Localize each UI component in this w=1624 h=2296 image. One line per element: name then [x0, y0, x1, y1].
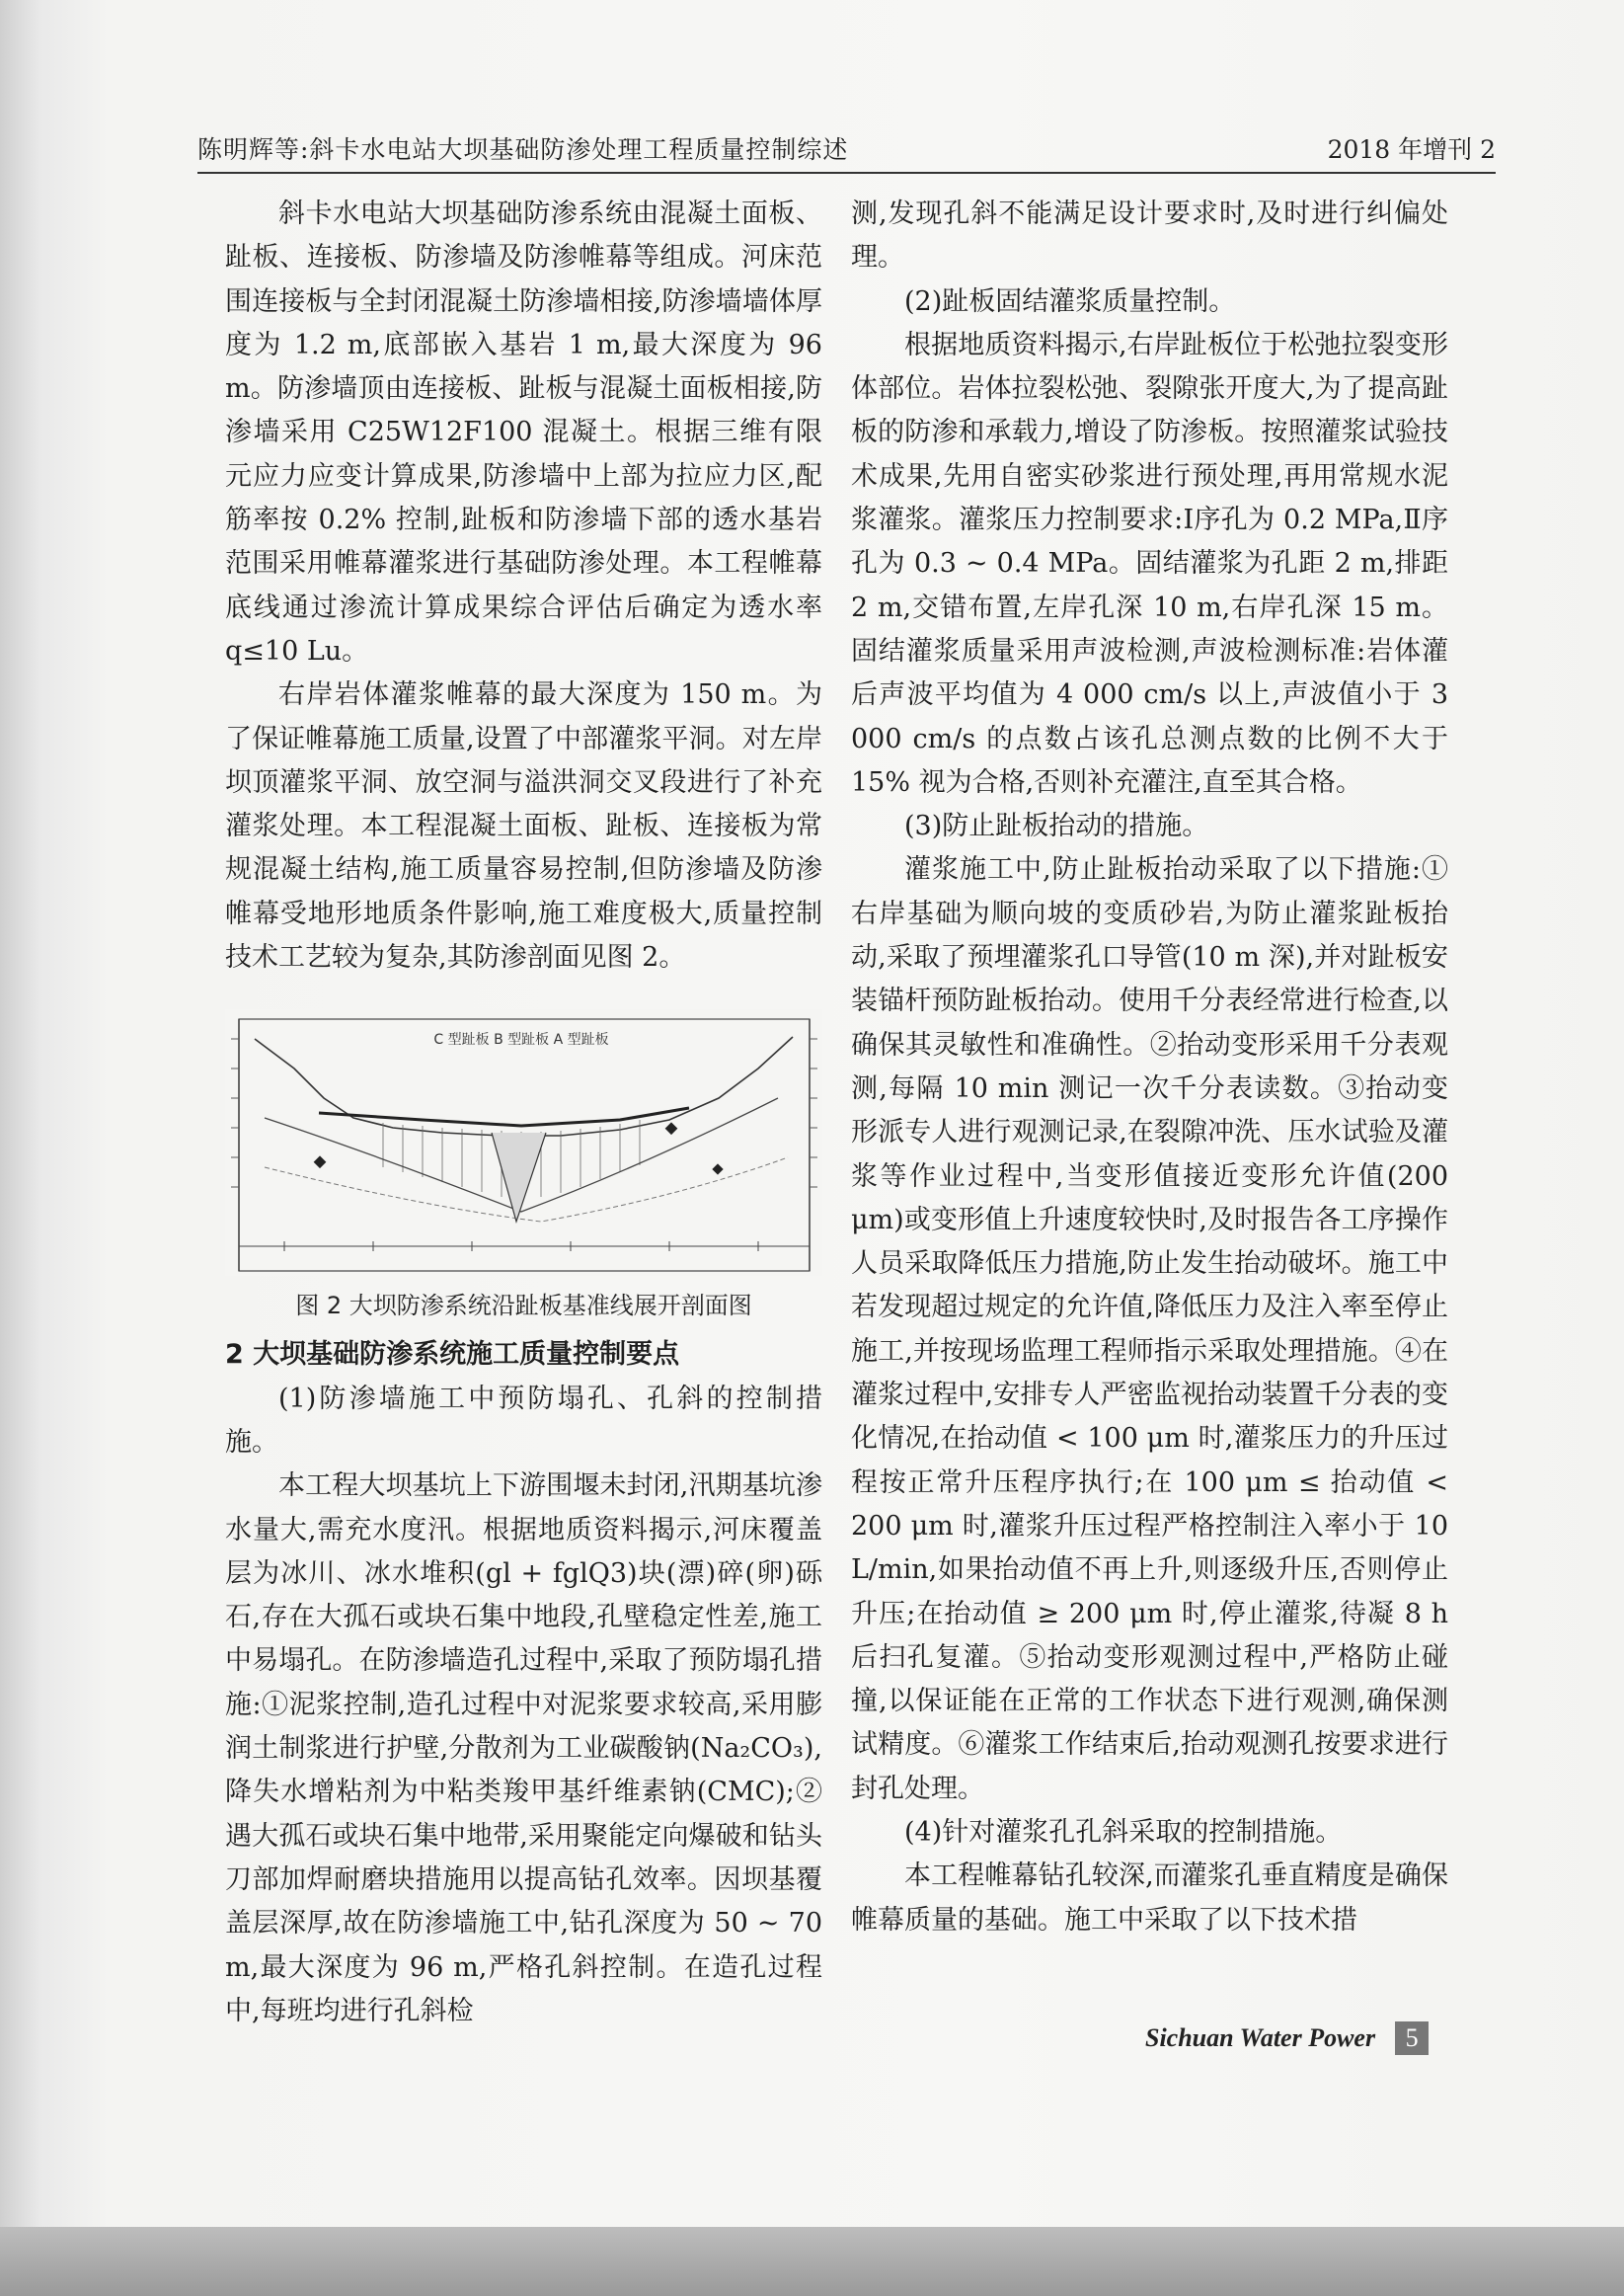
- subheading: (3)防止趾板抬动的措施。: [904, 811, 1209, 842]
- figure-2: [225, 1009, 822, 1325]
- header-title: 陈明辉等:斜卡水电站大坝基础防渗处理工程质量控制综述: [197, 135, 849, 164]
- scan-bottom-edge: [0, 2227, 1624, 2296]
- paragraph: (1)防渗墙施工中预防塌孔、孔斜的控制措施。: [225, 1383, 822, 1458]
- header-issue: 2018 年增刊 2: [1327, 135, 1496, 164]
- cross-section-diagram: [225, 1009, 822, 1276]
- page-number: 5: [1395, 2021, 1429, 2055]
- running-header: [197, 119, 1496, 174]
- right-column: [851, 193, 1448, 1942]
- toe-slab-type-labels: C 型趾板 B 型趾板 A 型趾板: [433, 1032, 609, 1049]
- journal-name: Sichuan Water Power: [1145, 2023, 1376, 2052]
- figure-caption: 图 2 大坝防渗系统沿趾板基准线展开剖面图: [295, 1292, 752, 1320]
- paragraph: 本工程大坝基坑上下游围堰未封闭,汛期基坑渗水量大,需充水度汛。根据地质资料揭示,河床覆盖层为冰川、冰水堆积(gl + fglQ3)块(漂)碎(卵)砾石,存在大孤石或块石集中地段,孔壁稳定性差,施工中易塌孔。在防渗墙造孔过程中,采取了预防塌孔措施:①泥浆控制,造孔过程中对泥浆要求较高,采用膨润土制浆进行护壁,分散剂为工业碳酸钠(Na₂CO₃),降失水增粘剂为中粘类羧甲基纤维素钠(CMC);②遇大孤石或块石集中地带,采用聚能定向爆破和钻头刀部加焊耐磨块措施用以提高钻孔效率。因坝基覆盖层深厚,故在防渗墙施工中,钻孔深度为 50 ~ 70 m,最大深度为 96 m,严格孔斜控制。在造孔过程中,每班均进行孔斜检: [225, 1470, 822, 2026]
- subheading: (4)针对灌浆孔孔斜采取的控制措施。: [904, 1816, 1343, 1848]
- paragraph: 灌浆施工中,防止趾板抬动采取了以下措施:①右岸基础为顺向坡的变质砂岩,为防止灌浆趾板抬动,采取了预埋灌浆孔口导管(10 m 深),并对趾板安装锚杆预防趾板抬动。使用千分表经常进行检查,以确保其灵敏性和准确性。②抬动变形采用千分表观测,每隔 10 min 测记一次千分表读数。③抬动变形派专人进行观测记录,在裂隙冲洗、压水试验及灌浆等作业过程中,当变形值接近变形允许值(200 μm)或变形值上升速度较快时,及时报告各工序操作人员采取降低压力措施,防止发生抬动破坏。施工中若发现超过规定的允许值,降低压力及注入率至停止施工,并按现场监理工程师指示采取处理措施。④在灌浆过程中,安排专人严密监视抬动装置千分表的变化情况,在抬动值 < 100 μm 时,灌浆压力的升压过程按正常升压程序执行;在 100 μm ≤ 抬动值 < 200 μm 时,灌浆升压过程严格控制注入率小于 10 L/min,如果抬动值不再上升,则逐级升压,否则停止升压;在抬动值 ≥ 200 μm 时,停止灌浆,待凝 8 h 后扫孔复灌。⑤抬动变形观测过程中,严格防止碰撞,以保证能在正常的工作状态下进行观测,确保测试精度。⑥灌浆工作结束后,抬动观测孔按要求进行封孔处理。: [851, 854, 1448, 1804]
- section-heading: 2 大坝基础防渗系统施工质量控制要点: [225, 1339, 680, 1371]
- paragraph: 斜卡水电站大坝基础防渗系统由混凝土面板、趾板、连接板、防渗墙及防渗帷幕等组成。河床范围连接板与全封闭混凝土防渗墙相接,防渗墙墙体厚度为 1.2 m,底部嵌入基岩 1 m,最大深度为 96 m。防渗墙顶由连接板、趾板与混凝土面板相接,防渗墙采用 C25W12F100 混凝土。根据三维有限元应力应变计算成果,防渗墙中上部为拉应力区,配筋率按 0.2% 控制,趾板和防渗墙下部的透水基岩范围采用帷幕灌浆进行基础防渗处理。本工程帷幕底线通过渗流计算成果综合评估后确定为透水率 q≤10 Lu。: [225, 198, 822, 667]
- paragraph: 根据地质资料揭示,右岸趾板位于松弛拉裂变形体部位。岩体拉裂松弛、裂隙张开度大,为了提高趾板的防渗和承载力,增设了防渗板。按照灌浆试验技术成果,先用自密实砂浆进行预处理,再用常规水泥浆灌浆。灌浆压力控制要求:Ⅰ序孔为 0.2 MPa,Ⅱ序孔为 0.3 ~ 0.4 MPa。固结灌浆为孔距 2 m,排距 2 m,交错布置,左岸孔深 10 m,右岸孔深 15 m。固结灌浆质量采用声波检测,声波检测标准:岩体灌后声波平均值为 4 000 cm/s 以上,声波值小于 3 000 cm/s 的点数占该孔总测点数的比例不大于 15% 视为合格,否则补充灌注,直至其合格。: [851, 329, 1448, 798]
- subheading: (2)趾板固结灌浆质量控制。: [904, 285, 1236, 317]
- paragraph: 本工程帷幕钻孔较深,而灌浆孔垂直精度是确保帷幕质量的基础。施工中采取了以下技术措: [851, 1861, 1448, 1936]
- paragraph: 右岸岩体灌浆帷幕的最大深度为 150 m。为了保证帷幕施工质量,设置了中部灌浆平洞。对左岸坝顶灌浆平洞、放空洞与溢洪洞交叉段进行了补充灌浆处理。本工程混凝土面板、趾板、连接板为常规混凝土结构,施工质量容易控制,但防渗墙及防渗帷幕受地形地质条件影响,施工难度极大,质量控制技术工艺较为复杂,其防渗剖面见图 2。: [225, 679, 822, 974]
- left-column: [225, 193, 822, 2033]
- page-footer: [1145, 2021, 1429, 2055]
- paragraph: 测,发现孔斜不能满足设计要求时,及时进行纠偏处理。: [851, 198, 1448, 274]
